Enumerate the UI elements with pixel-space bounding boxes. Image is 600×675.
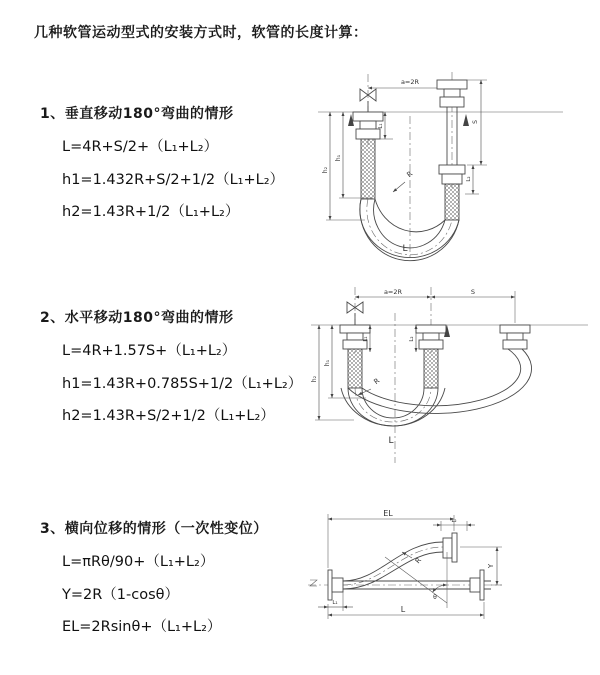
dim-label-a2r: a=2R xyxy=(383,288,403,296)
radius-label xyxy=(402,552,423,565)
label-l: L xyxy=(388,436,394,446)
hose-braid xyxy=(424,349,438,388)
dim-label-l1: L₁ xyxy=(332,600,338,606)
dim-l2 xyxy=(409,325,416,352)
label-r: R xyxy=(372,376,382,387)
dim-l xyxy=(328,602,484,619)
diagram-horizontal-180-bend xyxy=(308,283,598,468)
angle-label-theta: θ xyxy=(433,594,437,601)
hose-u-bend xyxy=(360,199,459,261)
dim-l2 xyxy=(465,165,479,194)
radius-label xyxy=(393,170,414,192)
label-r: R xyxy=(413,556,424,566)
dim-h2 xyxy=(322,112,365,220)
dim-label-l1: L₁ xyxy=(363,336,369,342)
section-2-heading: 2、水平移动180°弯曲的情形 xyxy=(40,310,234,326)
dim-label-h2: h₂ xyxy=(322,166,329,174)
dim-label-l2: L₂ xyxy=(466,176,472,182)
dim-el xyxy=(328,509,457,568)
dim-label-l2: L₂ xyxy=(409,336,415,342)
label-l: L xyxy=(402,244,408,254)
left-flange xyxy=(328,570,343,600)
formula-line: h2=1.43R+S/2+1/2（L₁+L₂） xyxy=(62,408,275,424)
formula-line: L=4R+1.57S+（L₁+L₂） xyxy=(62,343,237,359)
dim-label-h2: h₂ xyxy=(311,375,318,383)
page-title: 几种软管运动型式的安装方式时，软管的长度计算： xyxy=(34,25,368,41)
section-1-heading: 1、垂直移动180°弯曲的情形 xyxy=(40,106,234,122)
dim-l1 xyxy=(318,592,353,611)
section-1 xyxy=(40,103,315,229)
dim-label-h1: h₁ xyxy=(324,359,331,367)
hose-braid xyxy=(361,139,375,199)
formula-line: L=4R+S/2+（L₁+L₂） xyxy=(62,139,219,155)
dim-label-s: S xyxy=(470,288,476,296)
label-r: R xyxy=(405,169,415,180)
left-fitting xyxy=(340,325,370,388)
dim-label-l: L xyxy=(400,605,406,614)
hose-braid xyxy=(445,184,459,220)
hose-u-bend-original xyxy=(341,388,445,426)
diagram-lateral-displacement xyxy=(300,500,600,655)
section-3-heading: 3、横向位移的情形（一次性变位） xyxy=(40,521,268,537)
dim-label-y: Y xyxy=(487,563,495,569)
formula-line: h2=1.43R+1/2（L₁+L₂） xyxy=(62,204,240,220)
section-2 xyxy=(40,307,315,433)
right-fitting-displaced xyxy=(500,325,530,349)
dim-a2r xyxy=(355,288,431,297)
middle-fitting xyxy=(416,325,446,388)
dim-s xyxy=(431,288,515,323)
formula-line: EL=2Rsinθ+（L₁+L₂） xyxy=(62,619,222,635)
hose-braid xyxy=(348,349,362,388)
section-3 xyxy=(40,518,315,644)
diagram-vertical-180-bend xyxy=(315,70,600,265)
formula-line: h1=1.432R+S/2+1/2（L₁+L₂） xyxy=(62,171,285,188)
right-fitting xyxy=(437,80,467,220)
dim-label-a2r: a=2R xyxy=(400,78,420,86)
dim-s xyxy=(467,80,487,165)
dim-label-l1: L₁ xyxy=(378,123,384,129)
dim-label-l2: L₂ xyxy=(451,518,457,524)
formula-line: L=πRθ/90+（L₁+L₂） xyxy=(62,554,215,570)
formula-line: Y=2R（1-cosθ） xyxy=(62,586,180,603)
dim-label-s: S xyxy=(472,120,479,124)
dim-label-h1: h₁ xyxy=(335,154,342,162)
formula-line: h1=1.43R+0.785S+1/2（L₁+L₂） xyxy=(62,375,303,392)
dim-label-el: EL xyxy=(383,509,393,518)
